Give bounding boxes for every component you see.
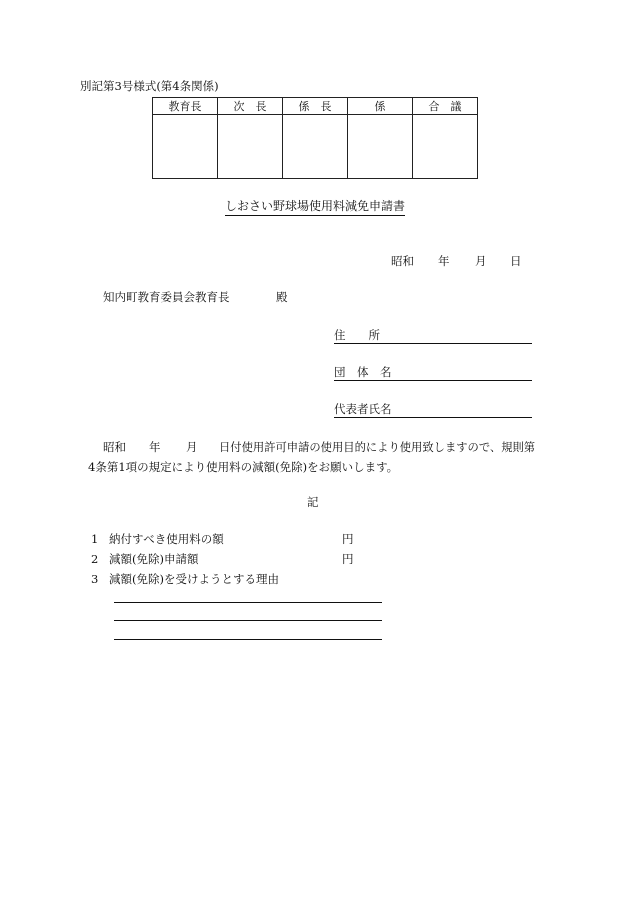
- address-label: 住 所: [334, 328, 380, 342]
- item-number: 2: [91, 552, 99, 566]
- representative-field[interactable]: [334, 417, 532, 418]
- stamp-box[interactable]: [153, 115, 218, 179]
- stamp-box[interactable]: [283, 115, 348, 179]
- approval-stamp-table: [152, 97, 478, 179]
- stamp-header-kakari: 係: [348, 98, 413, 115]
- body-text-line1: 日付使用許可申請の使用目的により使用致しますので、規則第: [219, 441, 536, 454]
- body-year: 年: [149, 440, 161, 454]
- item-label: 減額(免除)を受けようとする理由: [109, 572, 279, 586]
- stamp-box[interactable]: [413, 115, 478, 179]
- stamp-box-row: [153, 115, 478, 179]
- group-name-label: 団 体 名: [334, 365, 392, 379]
- stamp-header-jicho: 次 長: [218, 98, 283, 115]
- body-era: 昭和: [103, 440, 126, 454]
- stamp-header-kakaricho: 係 長: [283, 98, 348, 115]
- item-number: 1: [91, 532, 99, 546]
- reason-line[interactable]: [114, 639, 382, 640]
- reason-line[interactable]: [114, 620, 382, 621]
- body-text-line2: 4条第1項の規定により使用料の減額(免除)をお願いします。: [88, 460, 399, 474]
- addressee-name: 知内町教育委員会教育長: [103, 290, 230, 304]
- form-number: 別記第3号様式(第4条関係): [80, 79, 219, 93]
- address-field[interactable]: [334, 343, 532, 344]
- stamp-header-kyoikucho: 教育長: [153, 98, 218, 115]
- ki-heading: 記: [307, 495, 319, 509]
- document-title-text: しおさい野球場使用料減免申請書: [225, 199, 405, 216]
- item-unit: 円: [342, 552, 354, 566]
- stamp-header-row: [153, 98, 478, 115]
- date-month: 月: [475, 254, 487, 268]
- date-year: 年: [438, 254, 450, 268]
- item-unit: 円: [342, 532, 354, 546]
- item-label: 納付すべき使用料の額: [109, 532, 224, 546]
- date-era: 昭和: [391, 254, 414, 268]
- stamp-box[interactable]: [218, 115, 283, 179]
- document-title: [0, 200, 630, 213]
- body-month: 月: [186, 440, 198, 454]
- reason-line[interactable]: [114, 602, 382, 603]
- representative-label: 代表者氏名: [334, 402, 392, 416]
- addressee-honorific: 殿: [276, 290, 288, 304]
- date-day: 日: [510, 254, 522, 268]
- item-number: 3: [91, 572, 99, 586]
- item-label: 減額(免除)申請額: [109, 552, 199, 566]
- stamp-header-gogi: 合 議: [413, 98, 478, 115]
- stamp-box[interactable]: [348, 115, 413, 179]
- group-name-field[interactable]: [334, 380, 532, 381]
